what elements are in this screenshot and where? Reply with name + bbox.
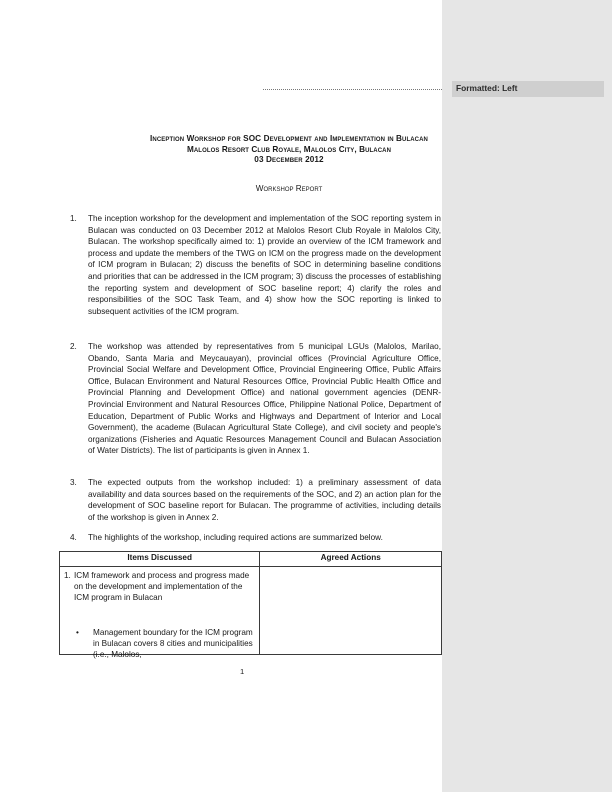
table-row bbox=[60, 567, 442, 655]
paragraph-1-text: The inception workshop for the development and implementation of the SOC reporting system in Bulacan was conducted on 03 December 2012 at Malolos Resort Club Royale in Malolos City, Bulacan. The workshop specifically aimed to: 1) provide an overview of the ICM framework and process and update the members of the TWG on ICM on the progress made on the development of ICM program in Bulacan; 2) discuss the benefits of SOC in determining baseline conditions and priorities that can be addressed in the ICM program; 3) discuss the processes of establishing the reporting system and development of SOC baseline report; 4) clarify the roles and responsibilities of the SOC Task Team, and 4) show how the SOC reporting is linked to subsequent activities of the ICM program. bbox=[88, 214, 441, 316]
table-header-row bbox=[60, 552, 442, 567]
comment-label: Formatted: Left bbox=[456, 83, 518, 93]
comment-connector-line bbox=[263, 89, 452, 90]
page-number: 1 bbox=[240, 667, 245, 676]
table-header-items: Items Discussed bbox=[60, 552, 260, 567]
header-title-line1: Inception Workshop for SOC Development and Implementation in Bulacan bbox=[150, 134, 428, 143]
table-header-actions: Agreed Actions bbox=[260, 552, 442, 567]
bullet-icon: • bbox=[76, 628, 79, 637]
header-title-line2: Malolos Resort Club Royale, Malolos City, Bulacan bbox=[186, 145, 392, 154]
paragraph-2-number: 2. bbox=[70, 342, 77, 351]
format-comment-balloon[interactable] bbox=[452, 81, 604, 97]
paragraph-3-number: 3. bbox=[70, 478, 77, 487]
paragraph-2 bbox=[70, 341, 441, 457]
paragraph-1 bbox=[70, 213, 441, 317]
paragraph-4 bbox=[70, 532, 441, 544]
highlights-table bbox=[59, 551, 442, 659]
item-number: 1. bbox=[64, 571, 71, 580]
paragraph-4-text: The highlights of the workshop, including required actions are summarized below. bbox=[88, 533, 383, 542]
paragraph-3-text: The expected outputs from the workshop included: 1) a preliminary assessment of data availability and data sources based on the requirements of the SOC, and 2) an action plan for the development of SOC baseline report for Bulacan. The programme of activities, including details of the workshop is given in Annex 2. bbox=[88, 478, 441, 522]
header-title-line3: 03 December 2012 bbox=[254, 155, 324, 164]
paragraph-1-number: 1. bbox=[70, 214, 77, 223]
item-text: ICM framework and process and progress made on the development and implementation of the ICM program in Bulacan bbox=[74, 571, 250, 602]
table-cell-action[interactable] bbox=[260, 567, 442, 655]
table-cell-item bbox=[60, 567, 260, 659]
paragraph-3 bbox=[70, 477, 441, 523]
bullet-text: Management boundary for the ICM program in Bulacan covers 8 cities and municipalities (i.e., Malolos, bbox=[93, 628, 253, 659]
paragraph-2-text: The workshop was attended by representatives from 5 municipal LGUs (Malolos, Marilao, Obando, Santa Maria and Meycauayan), provincial offices (Provincial Agriculture Office, Provincial Social Welfare and Development Office, Provincial Engineering Office, Public Affairs Office, Bulacan Environment and Natural Resources Office, Provincial Public Health Office and Provincial Planning and Development Office) and national government agencies (DENR-Provincial Environment and Natural Resources Office, Philippine National Police, Department of Education, Department of Public Works and Highways and Department of Interior and Local Government), the academe (Bulacan Agricultural State College), and civil society and people's organizations (Fisheries and Aquatic Resources Management Council and Bulacan Association of Water Districts). The list of participants is given in Annex 1. bbox=[88, 342, 441, 456]
report-title: Workshop Report bbox=[255, 184, 323, 193]
comment-margin bbox=[442, 0, 612, 792]
paragraph-4-number: 4. bbox=[70, 533, 77, 542]
